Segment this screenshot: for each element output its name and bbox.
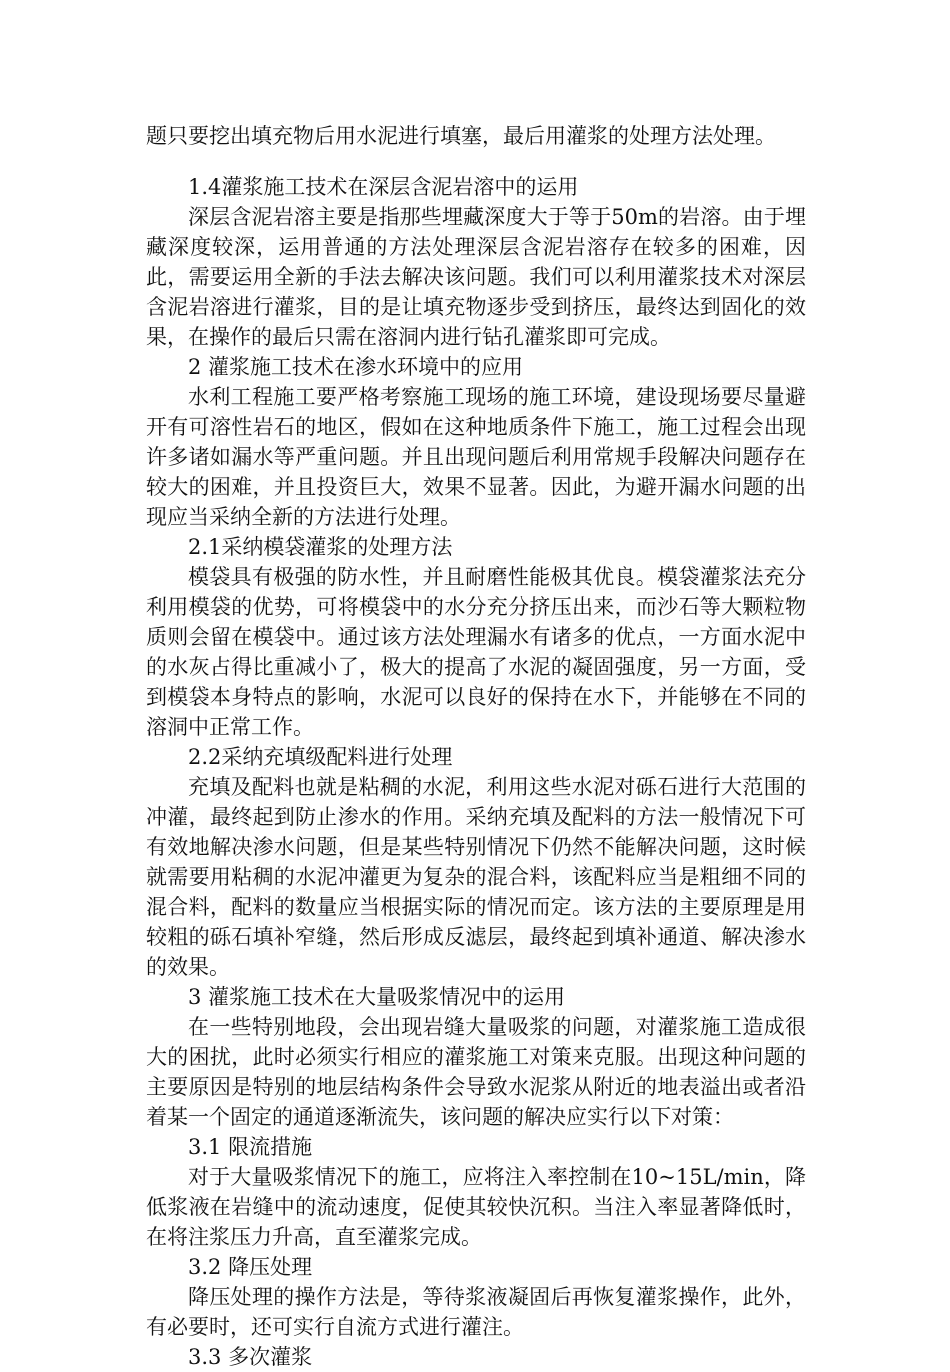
heading-2: 2 灌浆施工技术在渗水环境中的应用 [188, 355, 524, 379]
paragraph-deep-karst: 深层含泥岩溶主要是指那些埋藏深度大于等于50m的岩溶。由于埋藏深度较深，运用普通的方法处理深层含泥岩溶存在较多的困难，因此，需要运用全新的手法去解决该问题。我们可以利用灌浆技术对深层含泥岩溶进行灌浆，目的是让填充物逐步受到挤压，最终达到固化的效果，在操作的最后只需在溶洞内进行钻孔灌浆即可完成。 [146, 205, 806, 349]
paragraph-seepage-environment: 水利工程施工要严格考察施工现场的施工环境，建设现场要尽量避开有可溶性岩石的地区，假如在这种地质条件下施工，施工过程会出现许多诸如漏水等严重问题。并且出现问题后利用常规手段解决问题存在较大的困难，并且投资巨大，效果不显著。因此，为避开漏水问题的出现应当采纳全新的方法进行处理。 [146, 385, 806, 529]
paragraph-massive-absorption: 在一些特别地段，会出现岩缝大量吸浆的问题，对灌浆施工造成很大的困扰，此时必须实行相应的灌浆施工对策来克服。出现这种问题的主要原因是特别的地层结构条件会导致水泥浆从附近的地表溢出或者沿着某一个固定的通道逐渐流失，该问题的解决应实行以下对策： [146, 1015, 806, 1129]
paragraph-gap [146, 151, 806, 172]
heading-3-3: 3.3 多次灌浆 [188, 1345, 313, 1369]
document-body [146, 121, 806, 1372]
heading-3: 3 灌浆施工技术在大量吸浆情况中的运用 [188, 985, 566, 1009]
heading-3-1: 3.1 限流措施 [188, 1135, 313, 1159]
paragraph-pressure-reduction: 降压处理的操作方法是，等待浆液凝固后再恢复灌浆操作，此外，有必要时，还可实行自流方式进行灌注。 [146, 1285, 806, 1339]
heading-1-4: 1.4灌浆施工技术在深层含泥岩溶中的运用 [188, 175, 579, 199]
paragraph-continuation: 题只要挖出填充物后用水泥进行填塞，最后用灌浆的处理方法处理。 [146, 124, 776, 148]
paragraph-mold-bag-grouting: 模袋具有极强的防水性，并且耐磨性能极其优良。模袋灌浆法充分利用模袋的优势，可将模袋中的水分充分挤压出来，而沙石等大颗粒物质则会留在模袋中。通过该方法处理漏水有诸多的优点，一方面水泥中的水灰占得比重减小了，极大的提高了水泥的凝固强度，另一方面，受到模袋本身特点的影响，水泥可以良好的保持在水下，并能够在不同的溶洞中正常工作。 [146, 565, 806, 739]
paragraph-flow-limiting: 对于大量吸浆情况下的施工，应将注入率控制在10~15L/min，降低浆液在岩缝中的流动速度，促使其较快沉积。当注入率显著降低时，在将注浆压力升高，直至灌浆完成。 [146, 1165, 806, 1249]
paragraph-filling-gradation: 充填及配料也就是粘稠的水泥，利用这些水泥对砾石进行大范围的冲灌，最终起到防止渗水的作用。采纳充填及配料的方法一般情况下可有效地解决渗水问题，但是某些特别情况下仍然不能解决问题，这时候就需要用粘稠的水泥冲灌更为复杂的混合料，该配料应当是粗细不同的混合料，配料的数量应当根据实际的情况而定。该方法的主要原理是用较粗的砾石填补窄缝，然后形成反滤层，最终起到填补通道、解决渗水的效果。 [146, 775, 806, 979]
heading-2-1: 2.1采纳模袋灌浆的处理方法 [188, 535, 453, 559]
heading-2-2: 2.2采纳充填级配料进行处理 [188, 745, 453, 769]
heading-3-2: 3.2 降压处理 [188, 1255, 313, 1279]
